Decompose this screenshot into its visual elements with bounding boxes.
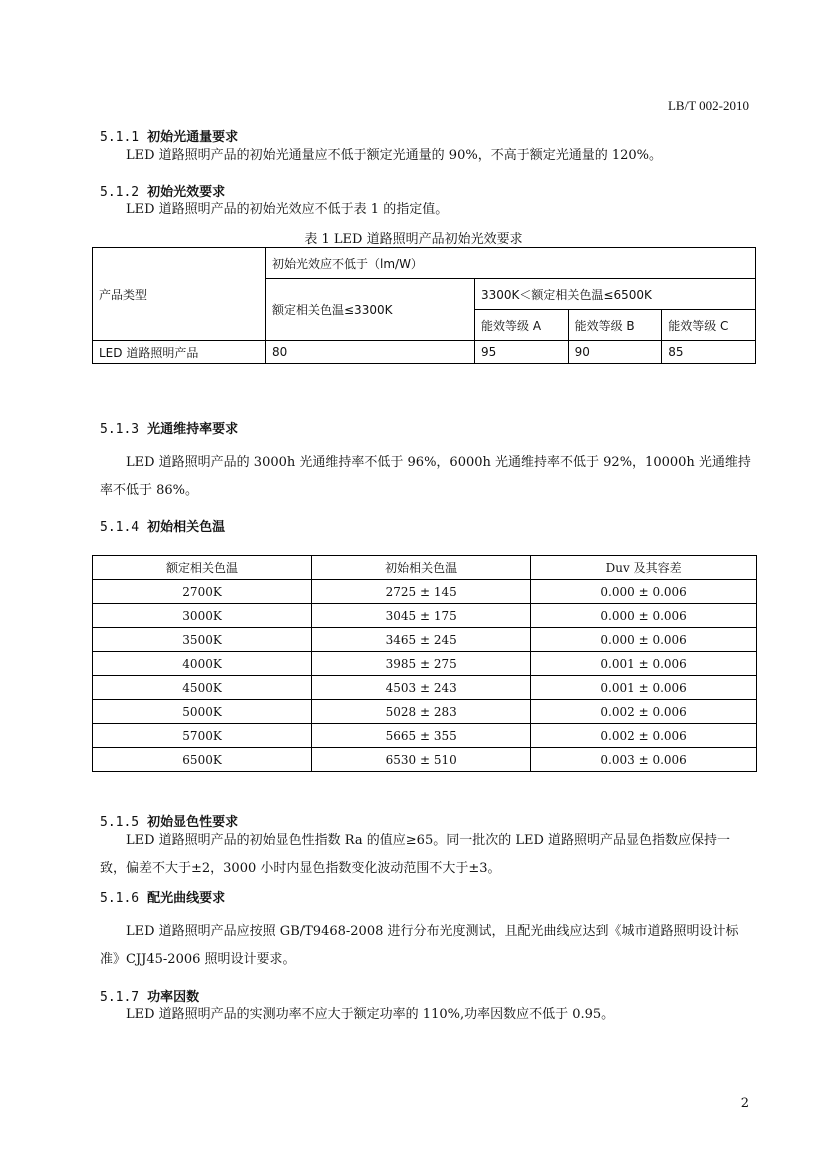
header-initial-cct: 初始相关色温 bbox=[312, 556, 531, 580]
table-row bbox=[93, 628, 757, 652]
col-grade-c: 能效等级 C bbox=[662, 310, 756, 341]
cell-initial: 5028 ± 283 bbox=[312, 700, 531, 724]
cell-duv: 0.001 ± 0.006 bbox=[531, 652, 757, 676]
section-number: 5.1.1 bbox=[100, 130, 140, 145]
cell-rated: 4000K bbox=[93, 652, 312, 676]
cell-duv: 0.002 ± 0.006 bbox=[531, 700, 757, 724]
cell-duv: 0.001 ± 0.006 bbox=[531, 676, 757, 700]
cell-duv: 0.003 ± 0.006 bbox=[531, 748, 757, 772]
section-title: 功率因数 bbox=[147, 990, 200, 1005]
cell-duv: 0.000 ± 0.006 bbox=[531, 628, 757, 652]
cell-duv: 0.000 ± 0.006 bbox=[531, 580, 757, 604]
cell-initial: 4503 ± 243 bbox=[312, 676, 531, 700]
table-row bbox=[93, 676, 757, 700]
section-5-1-3-text: LED 道路照明产品的 3000h 光通维持率不低于 96%，6000h 光通维持率不低于 92%，10000h 光通维持率不低于 86%。 bbox=[100, 455, 751, 498]
cell-rated: 3500K bbox=[93, 628, 312, 652]
section-number: 5.1.2 bbox=[100, 185, 140, 200]
section-5-1-6-text: LED 道路照明产品应按照 GB/T9468-2008 进行分布光度测试，且配光曲线应达到《城市道路照明设计标准》CJJ45-2006 照明设计要求。 bbox=[100, 924, 739, 967]
section-5-1-1-text: LED 道路照明产品的初始光通量应不低于额定光通量的 90%，不高于额定光通量的 120%。 bbox=[126, 148, 663, 163]
table-row bbox=[93, 700, 757, 724]
header-duv: Duv 及其容差 bbox=[531, 556, 757, 580]
section-title: 初始相关色温 bbox=[147, 520, 226, 535]
cell-rated: 6500K bbox=[93, 748, 312, 772]
section-title: 初始光效要求 bbox=[147, 185, 226, 200]
section-5-1-5-text: LED 道路照明产品的初始显色性指数 Ra 的值应≥65。同一批次的 LED 道路照明产品显色指数应保持一致，偏差不大于±2，3000 小时内显色指数变化波动范围不大于±3。 bbox=[100, 833, 731, 876]
section-number: 5.1.3 bbox=[100, 422, 140, 437]
col-product-type: 产品类型 bbox=[93, 248, 266, 341]
section-number: 5.1.7 bbox=[100, 990, 140, 1005]
section-5-1-7-text: LED 道路照明产品的实测功率不应大于额定功率的 110%,功率因数应不低于 0.95。 bbox=[126, 1007, 615, 1022]
section-number: 5.1.6 bbox=[100, 891, 140, 906]
cell-rated: 2700K bbox=[93, 580, 312, 604]
section-5-1-7-heading bbox=[100, 986, 199, 1005]
section-5-1-2-heading bbox=[100, 181, 225, 200]
header-rated-cct: 额定相关色温 bbox=[93, 556, 312, 580]
cell-duv: 0.000 ± 0.006 bbox=[531, 604, 757, 628]
section-title: 初始光通量要求 bbox=[147, 130, 239, 145]
value-low-cct: 80 bbox=[266, 341, 475, 364]
row-product-name: LED 道路照明产品 bbox=[93, 341, 266, 364]
table-row bbox=[93, 748, 757, 772]
table-row bbox=[93, 580, 757, 604]
cell-rated: 4500K bbox=[93, 676, 312, 700]
table-1-caption: 表 1 LED 道路照明产品初始光效要求 bbox=[304, 232, 523, 247]
cell-rated: 5000K bbox=[93, 700, 312, 724]
col-low-cct: 额定相关色温≤3300K bbox=[266, 279, 475, 341]
efficacy-table bbox=[92, 247, 756, 364]
section-5-1-1-heading bbox=[100, 126, 238, 145]
col-efficacy: 初始光效应不低于（lm/W） bbox=[266, 248, 756, 279]
col-grade-a: 能效等级 A bbox=[475, 310, 569, 341]
section-5-1-4-heading bbox=[100, 516, 225, 535]
table-row bbox=[93, 652, 757, 676]
col-grade-b: 能效等级 B bbox=[568, 310, 662, 341]
cell-rated: 5700K bbox=[93, 724, 312, 748]
cct-table bbox=[92, 555, 757, 772]
cell-duv: 0.002 ± 0.006 bbox=[531, 724, 757, 748]
value-grade-b: 90 bbox=[568, 341, 662, 364]
page-number: 2 bbox=[740, 1096, 749, 1111]
cell-initial: 6530 ± 510 bbox=[312, 748, 531, 772]
section-title: 初始显色性要求 bbox=[147, 815, 239, 830]
section-title: 光通维持率要求 bbox=[147, 422, 239, 437]
section-5-1-2-text: LED 道路照明产品的初始光效应不低于表 1 的指定值。 bbox=[126, 202, 449, 217]
value-grade-c: 85 bbox=[662, 341, 756, 364]
table-row bbox=[93, 724, 757, 748]
cell-rated: 3000K bbox=[93, 604, 312, 628]
col-high-cct: 3300K＜额定相关色温≤6500K bbox=[475, 279, 756, 310]
cell-initial: 5665 ± 355 bbox=[312, 724, 531, 748]
value-grade-a: 95 bbox=[475, 341, 569, 364]
section-title: 配光曲线要求 bbox=[147, 891, 226, 906]
table-row bbox=[93, 604, 757, 628]
cell-initial: 3465 ± 245 bbox=[312, 628, 531, 652]
cell-initial: 3985 ± 275 bbox=[312, 652, 531, 676]
section-5-1-6-heading bbox=[100, 887, 225, 906]
section-number: 5.1.4 bbox=[100, 520, 140, 535]
section-5-1-3-heading bbox=[100, 418, 238, 437]
document-code: LB/T 002-2010 bbox=[667, 98, 749, 113]
cell-initial: 2725 ± 145 bbox=[312, 580, 531, 604]
section-number: 5.1.5 bbox=[100, 815, 140, 830]
cell-initial: 3045 ± 175 bbox=[312, 604, 531, 628]
